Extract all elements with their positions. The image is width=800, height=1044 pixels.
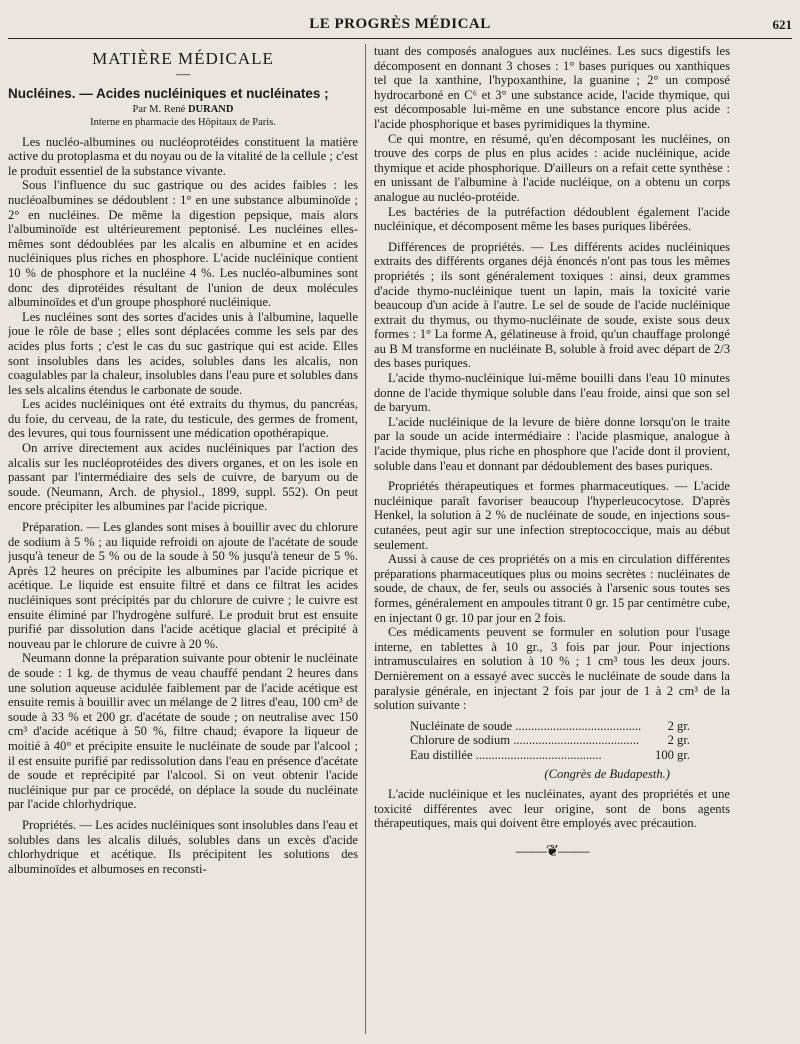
formula-ingredient: Chlorure de sodium ..... (410, 733, 642, 748)
formula-ingredient: Eau distillée ..... (410, 748, 642, 763)
formula-row (410, 719, 690, 734)
paragraph-therapeutic: Propriétés thérapeutiques et formes pharmaceutiques. — L'acide nucléinique paraît favoriser beaucoup l'hyperleucocytose. D'après Henkel, la solution à 2 % de nucléinate de soude, en injections sous-cutanées, peut agir sur une infection streptococcique, mais au début seulement. (374, 479, 730, 552)
page-number: 621 (772, 17, 792, 32)
paragraph: L'acide nucléinique de la levure de bière donne lorsqu'on le traite par la soude un acide intermédiaire : l'acide plasmique, analogue à l'acide thymique, plus riche en phosphore que l'acide dont il provient, soluble dans l'eau et donnant par dédoublement des bases puriques. (374, 414, 730, 473)
paragraph-preparation: Préparation. — Les glandes sont mises à bouillir avec du chlorure de sodium à 5 % ; au liquide refroidi on ajoute de l'acétate de soude jusqu'à teneur de 5 % ou de la soude à 50 % jusqu'à teneur de 5 %. Après 12 heures on précipite les albumines par l'acide picrique et acétique. Le liquide est ensuite filtré et dans ce filtrat les acides nucléiniques sont précipités par du chlorure de cuivre ; le cuivre est ensuite éliminé par l'hydrogène sulfuré. Le produit brut est ensuite purifié par dissolution dans l'acide acétique glacial et précipité à nouveau par le chlorure de cuivre à 20 %. (8, 520, 358, 651)
formula-row (410, 748, 690, 763)
paragraph: Les bactéries de la putréfaction dédoublent également l'acide nucléinique, et décomposent même les bases puriques libérées. (374, 204, 730, 234)
byline (8, 103, 358, 116)
paragraph-conclusion: L'acide nucléinique et les nucléinates, ayant des propriétés et une toxicité différentes avec leur origine, sont de bons agents thérapeutiques, mais qui doivent être employés avec précaution. (374, 787, 730, 831)
paragraph: Ces médicaments peuvent se formuler en solution pour l'usage interne, en tablettes à 10 gr., 3 fois par jour. Pour injections intramusculaires en solution à 10 % ; 1 cm³ tous les deux jours. Dernièrement on a essayé avec succès le nucléinate de soude dans la paralysie générale, en injectant 2 fois par jour de 1 à 2 cm³ de la solution suivante : (374, 625, 730, 713)
paragraph: On arrive directement aux acides nucléiniques par l'action des alcalis sur les nucléoprotéides des divers organes, et on les isole en passant par l'intermédiaire des sels de cuivre, de baryum ou de soude. (Neumann, Arch. de physiol., 1899, suppl. 552). On peut encore précipiter les albumines par l'acide picrique. (8, 441, 358, 514)
paragraph: Sous l'influence du suc gastrique ou des acides faibles : les nucléoalbumines se dédoublent : 1° en une substance albuminoïde ; 2° en nucléines. De même la digestion pepsique, mais alors l'albuminoïde est ultérieurement peptonisé. Les nucléines elles-mêmes sont dédoublées par les alcalis en albumine et en acides nucléiniques plus riches en phosphore. L'acide nucléinique contient 10 % de phosphore et la nucléine 4 %. Les nucléo-albumines sont donc des diprotéides résultant de l'union de deux molécules albuminoïdes et d'un groupe phosphoré nucléinique. (8, 178, 358, 310)
formula-quantity: 2 gr. (667, 733, 690, 748)
left-column (8, 44, 358, 1034)
paragraph: Neumann donne la préparation suivante pour obtenir le nucléinate de soude : 1 kg. de thymus de veau chauffé pendant 2 heures dans une solution aqueuse acidulée faiblement par de l'acide acétique est ensuite remis à bouillir avec un mélange de 2 litres d'eau, 100 cm³ de soude à 33 % et 200 gr. d'acétate de soude ; on neutralise avec 150 cm³ d'acide acétique à 50 %, filtre chaud; évapore la liqueur de moitié à 40° et précipite ensuite le nucléinate de soude par l'alcool ; il est ensuite purifié par redissolution dans l'eau en présence d'acétate de soude et reprécipité par l'alcool. Si on veut obtenir l'acide nucléinique pur par ce procédé, on déplace la soude du nucléinate par l'acide chlorhydrique. (8, 651, 358, 812)
article-title: Nucléines. — Acides nucléiniques et nucléinates ; (8, 85, 329, 101)
paragraph: Aussi à cause de ces propriétés on a mis en circulation différentes préparations pharmaceutiques plus ou moins secrètes : nucléinates de soude, de chaux, de fer, seuls ou associés à l'arsenic sous toutes ses formes, généralement en ampoules titrant 0 gr. 15 par centimètre cube, en injectant 0 gr. 10 par jour en 2 fois. (374, 552, 730, 625)
paragraph-continued: tuant des composés analogues aux nucléines. Les sucs digestifs les décomposent en donnant 3 choses : 1° bases puriques ou xanthiques tel que la xanthine, l'hypoxanthine, la guanine ; 2° un composé hydrocarboné en C⁶ et 3° une substance acide, l'acide thymique, qui est décomposable lui-même en une substance encore plus acide : l'acide phosphorique et bases pyrimidiques la thymine. (374, 44, 730, 131)
journal-title: LE PROGRÈS MÉDICAL (309, 16, 491, 32)
formula-source: (Congrès de Budapesth.) (544, 766, 670, 781)
paragraph: L'acide thymo-nucléinique lui-même bouilli dans l'eau 10 minutes donne de l'acide thymique soluble dans l'eau froide, ainsi que son sel de baryum. (374, 371, 730, 415)
formula-quantity: 100 gr. (655, 747, 690, 762)
author-name: DURAND (187, 103, 234, 115)
formula-row (410, 733, 690, 748)
section-title: MATIÈRE MÉDICALE (92, 49, 274, 68)
paragraph-properties: Propriétés. — Les acides nucléiniques sont insolubles dans l'eau et solubles dans les alcalis dilués, solubles dans un excès d'acide chlorhydrique et acétique. Ils précipitent les solutions des albuminoïdes et albumoses en reconsti- (8, 817, 358, 876)
paragraph: Les acides nucléiniques ont été extraits du thymus, du pancréas, du foie, du cerveau, de la rate, du testicule, des germes de froment, des levures, qui tous fournissent une médication opothérapique. (8, 397, 358, 441)
page-header (8, 12, 792, 39)
author-role: Interne en pharmacie des Hôpitaux de Paris. (90, 116, 276, 128)
paragraph-differences: Différences de propriétés. — Les différents acides nucléiniques extraits des différents organes déjà énoncés n'ont pas tous les mêmes propriétés ; ils sont généralement toxiques : ainsi, deux grammes d'acide thymo-nucléinique tuent un lapin, mais la toxicité varie beaucoup d'un acide à l'autre. Le sel de soude de l'acide nucléinique extrait du thymus, ou thymo-nucléinate de soude, existe sous deux formes : 1° La forme A, gélatineuse à froid, qu'un chauffage prolongé au B M transforme en nucléinate B, soluble à froid avec départ de 2/3 des bases puriques. (374, 239, 730, 371)
formula-ingredient: Nucléinate de soude ..... (410, 719, 642, 734)
paragraph: Les nucléines sont des sortes d'acides unis à l'albumine, laquelle joue le rôle de base ; elles sont déplacées comme les sels par des acides plus forts ; c'est le cas du suc gastrique qui est acide. Elles sont insolubles dans les acides, solubles dans les alcalis, non coagulables par la chaleur, insolubles dans l'eau pure et solubles dans les sels alcalins étendus le carbonate de soude. (8, 309, 358, 397)
section-dash: — (176, 66, 190, 82)
byline-prefix: Par M. René (132, 103, 186, 115)
formula-quantity: 2 gr. (667, 718, 690, 733)
column-divider (365, 44, 366, 1034)
formula-list (410, 719, 730, 763)
paragraph: Les nucléo-albumines ou nucléoprotéides constituent la matière active du protoplasma et du noyau ou de la vitalité de la cellule ; c'est le produit essentiel de la substance vivante. (8, 134, 358, 178)
right-column (374, 44, 730, 1034)
end-ornament: ——❦—— (515, 842, 589, 860)
paragraph: Ce qui montre, en résumé, qu'en décomposant les nucléines, on trouve des corps de plus en plus acides : acide nucléinique, acide thymique et acide phosphorique. D'ailleurs on a refait cette synthèse : en unissant de l'albumine à l'acide nucléique, on a obtenu un corps analogue au nucléo-protéide. (374, 131, 730, 204)
